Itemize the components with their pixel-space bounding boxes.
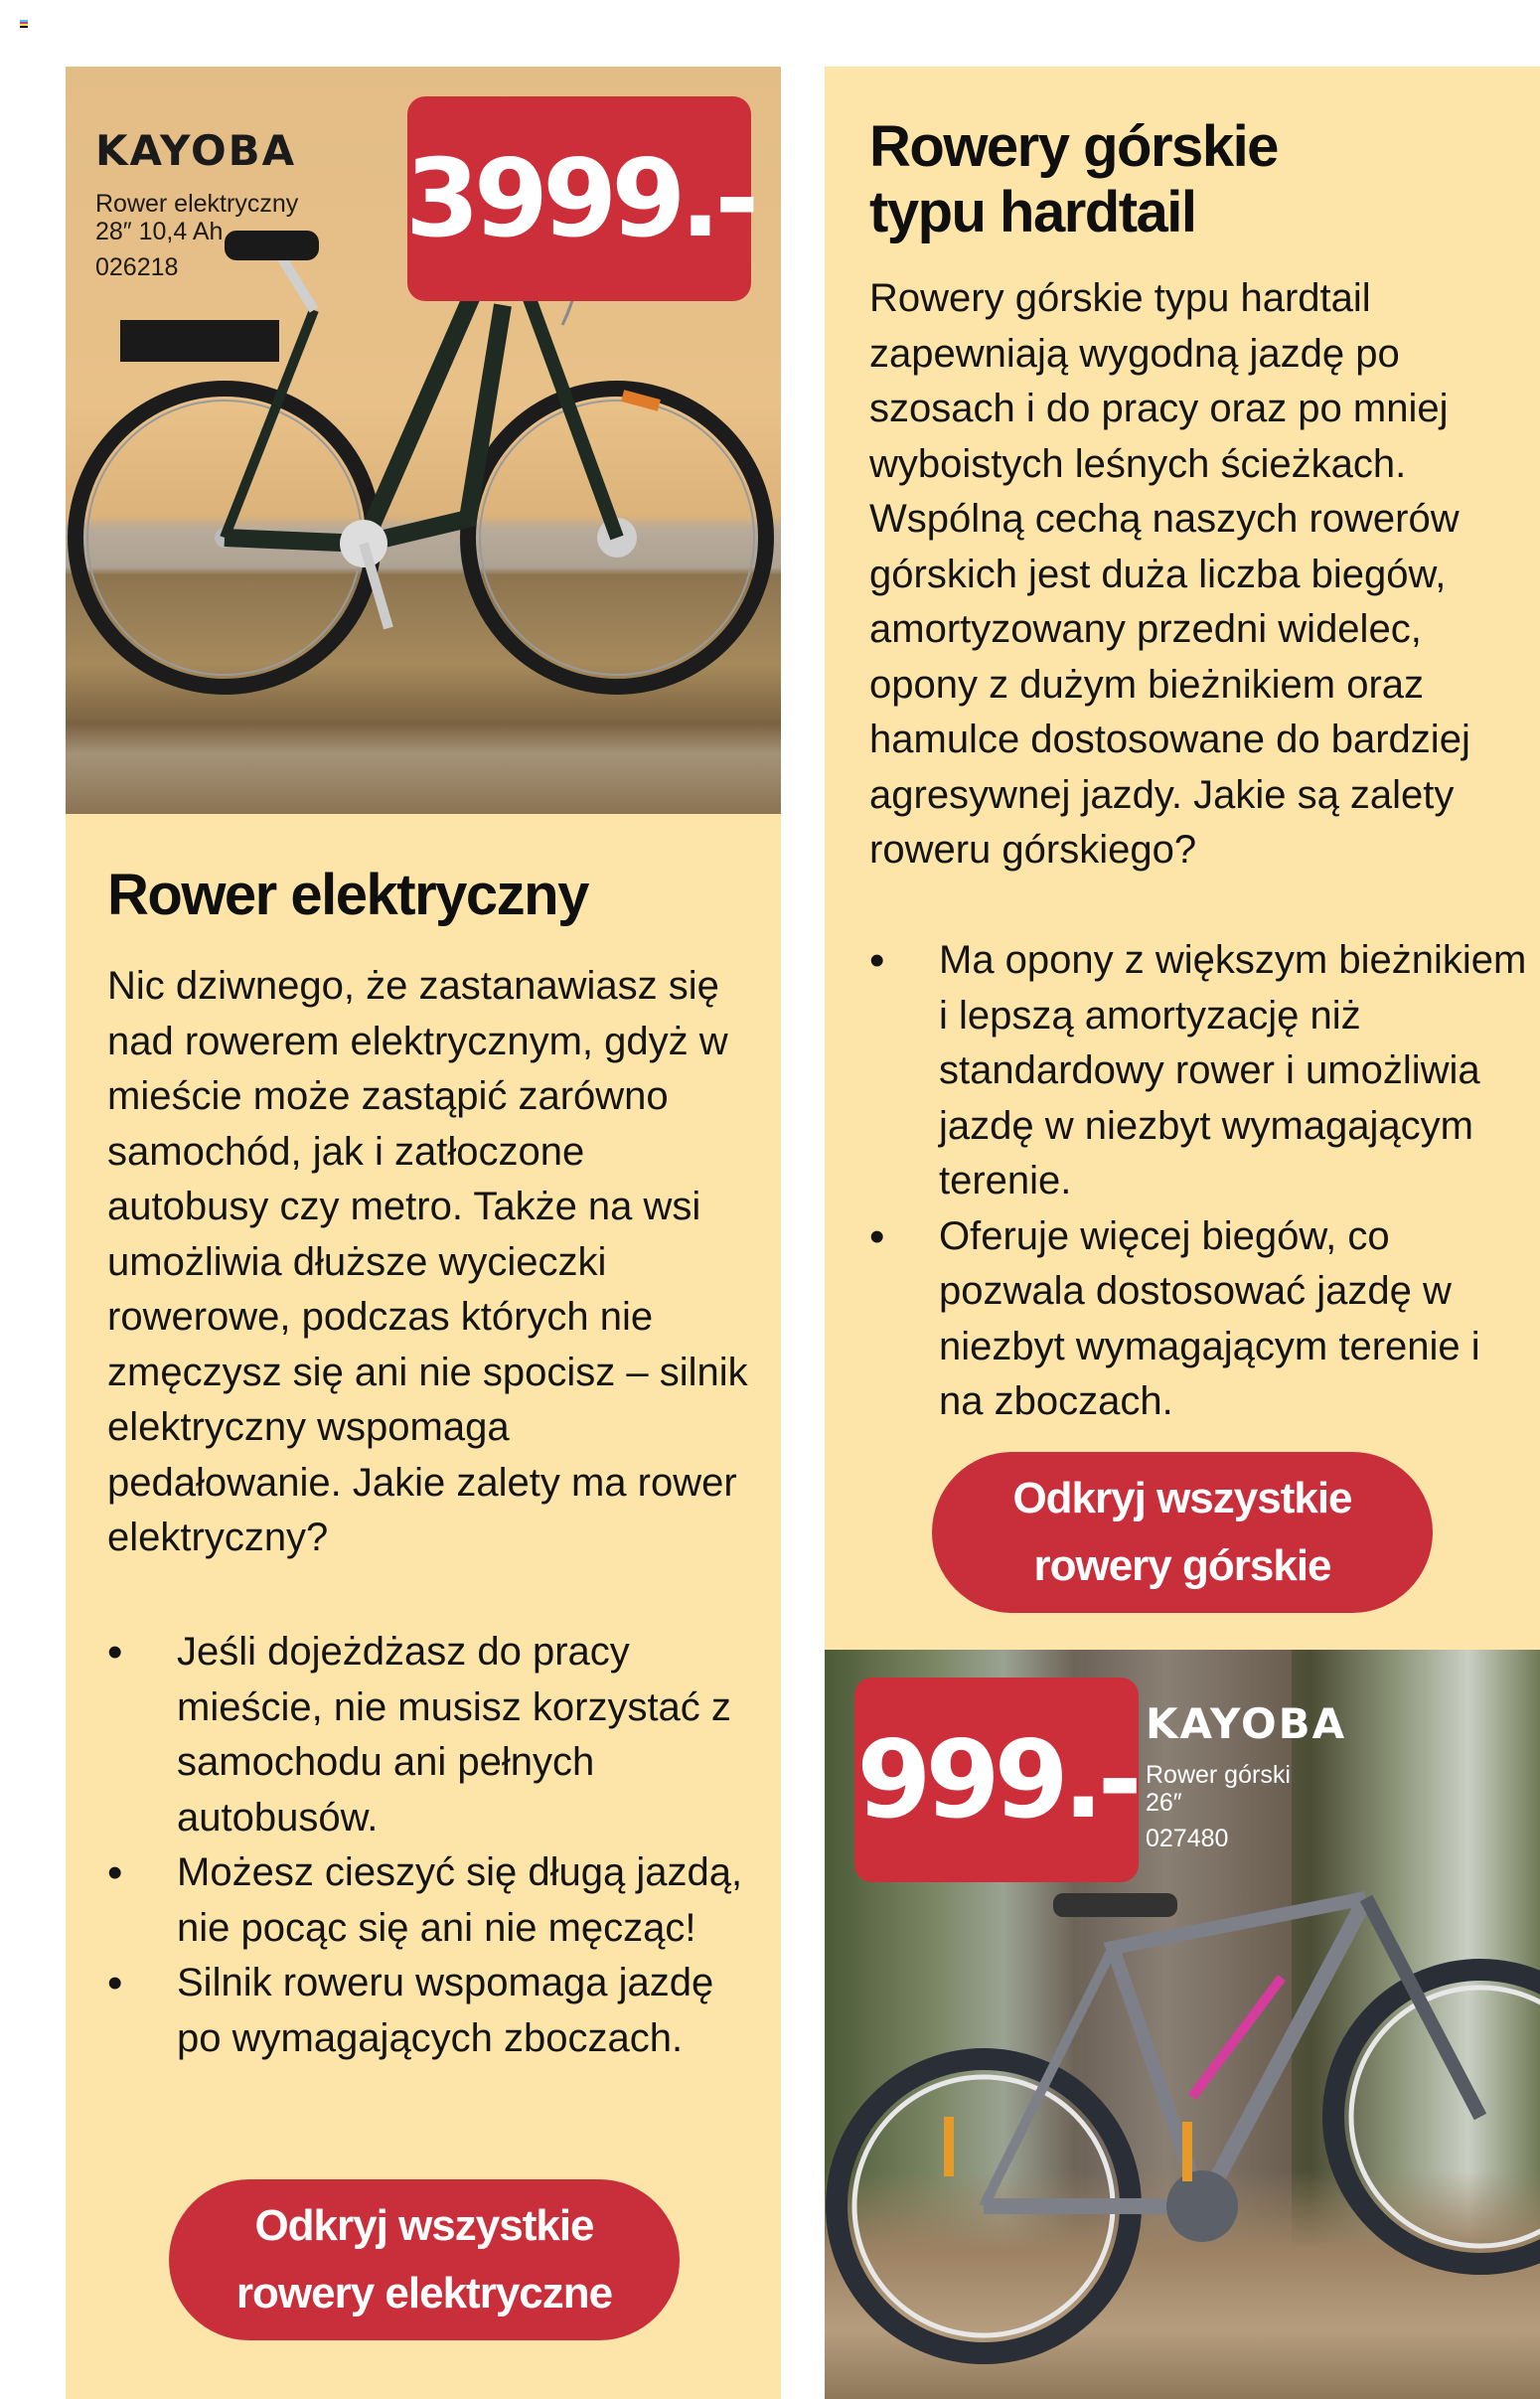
product-details: [95, 190, 298, 281]
benefits-list: [869, 933, 1535, 1430]
list-item: • Oferuje więcej biegów, co pozwala dostosować jazdę w niezbyt wymagającym terenie i na zboczach.: [869, 1209, 1535, 1430]
product-spec: 28″ 10,4 Ah: [95, 218, 224, 245]
heading-line1: Rowery górskie: [869, 114, 1278, 179]
price-tag: 3999.-: [407, 96, 751, 301]
electric-bike-panel: [66, 67, 781, 2399]
product-code: 026218: [95, 253, 179, 281]
product-details: [1146, 1761, 1291, 1852]
button-label-line2: rowery górskie: [1033, 1541, 1331, 1590]
discover-electric-bikes-button[interactable]: [169, 2179, 680, 2340]
section-paragraph: Nic dziwnego, że zastanawiasz się nad rowerem elektrycznym, gdyż w mieście może zastąpić zarówno samochód, jak i zatłoczone autobusy czy metro. Także na wsi umożliwia dłuższe wycieczki rowerowe, podczas których nie zmęczysz się ani nie spocisz – silnik elektryczny wspomaga pedałowanie. Jakie zalety ma rower elektryczny?: [107, 964, 748, 1559]
brand-logo: KAYOBA: [95, 126, 297, 175]
button-label-line1: Odkryj wszystkie: [254, 2201, 594, 2250]
product-code: 027480: [1146, 1825, 1229, 1852]
list-item: • Jeśli dojeżdżasz do pracy mieście, nie musisz korzystać z samochodu ani pełnych autobusów.: [107, 1625, 763, 1845]
button-label-line2: rowery elektryczne: [235, 2269, 613, 2318]
button-label-line1: Odkryj wszystkie: [1012, 1474, 1352, 1522]
product-name: Rower elektryczny: [95, 190, 299, 218]
print-color-mark: [20, 20, 28, 28]
list-item: • Silnik roweru wspomaga jazdę po wymagających zboczach.: [107, 1956, 763, 2066]
mountain-bike-panel: [825, 67, 1540, 2399]
product-name: Rower górski: [1146, 1761, 1291, 1789]
electric-bike-photo: [66, 67, 781, 814]
list-item: • Możesz cieszyć się długą jazdą, nie pocąc się ani nie męcząc!: [107, 1845, 763, 1956]
heading-line2: typu hardtail: [869, 180, 1196, 244]
price-tag: 999.-: [854, 1678, 1139, 1882]
mountain-bike-photo: [825, 1650, 1540, 2399]
discover-mountain-bikes-button[interactable]: [932, 1452, 1433, 1613]
section-paragraph: Rowery górskie typu hardtail zapewniają wygodną jazdę po szosach i do pracy oraz po mniej wyboistych leśnych ścieżkach. Wspólną cechą naszych rowerów górskich jest duża liczba biegów, amortyzowany przedni widelec, opony z dużym bieżnikiem oraz hamulce dostosowane do bardziej agresywnej jazdy. Jakie są zalety roweru górskiego?: [869, 276, 1470, 872]
section-heading: [869, 114, 1465, 245]
section-heading: Rower elektryczny: [107, 863, 588, 927]
list-item: • Ma opony z większym bieżnikiem i lepszą amortyzację niż standardowy rower i umożliwia jazdę w niezbyt wymagającym terenie.: [869, 933, 1535, 1209]
product-spec: 26″: [1146, 1789, 1182, 1817]
brand-logo: KAYOBA: [1146, 1699, 1347, 1748]
benefits-list: [107, 1625, 763, 2066]
